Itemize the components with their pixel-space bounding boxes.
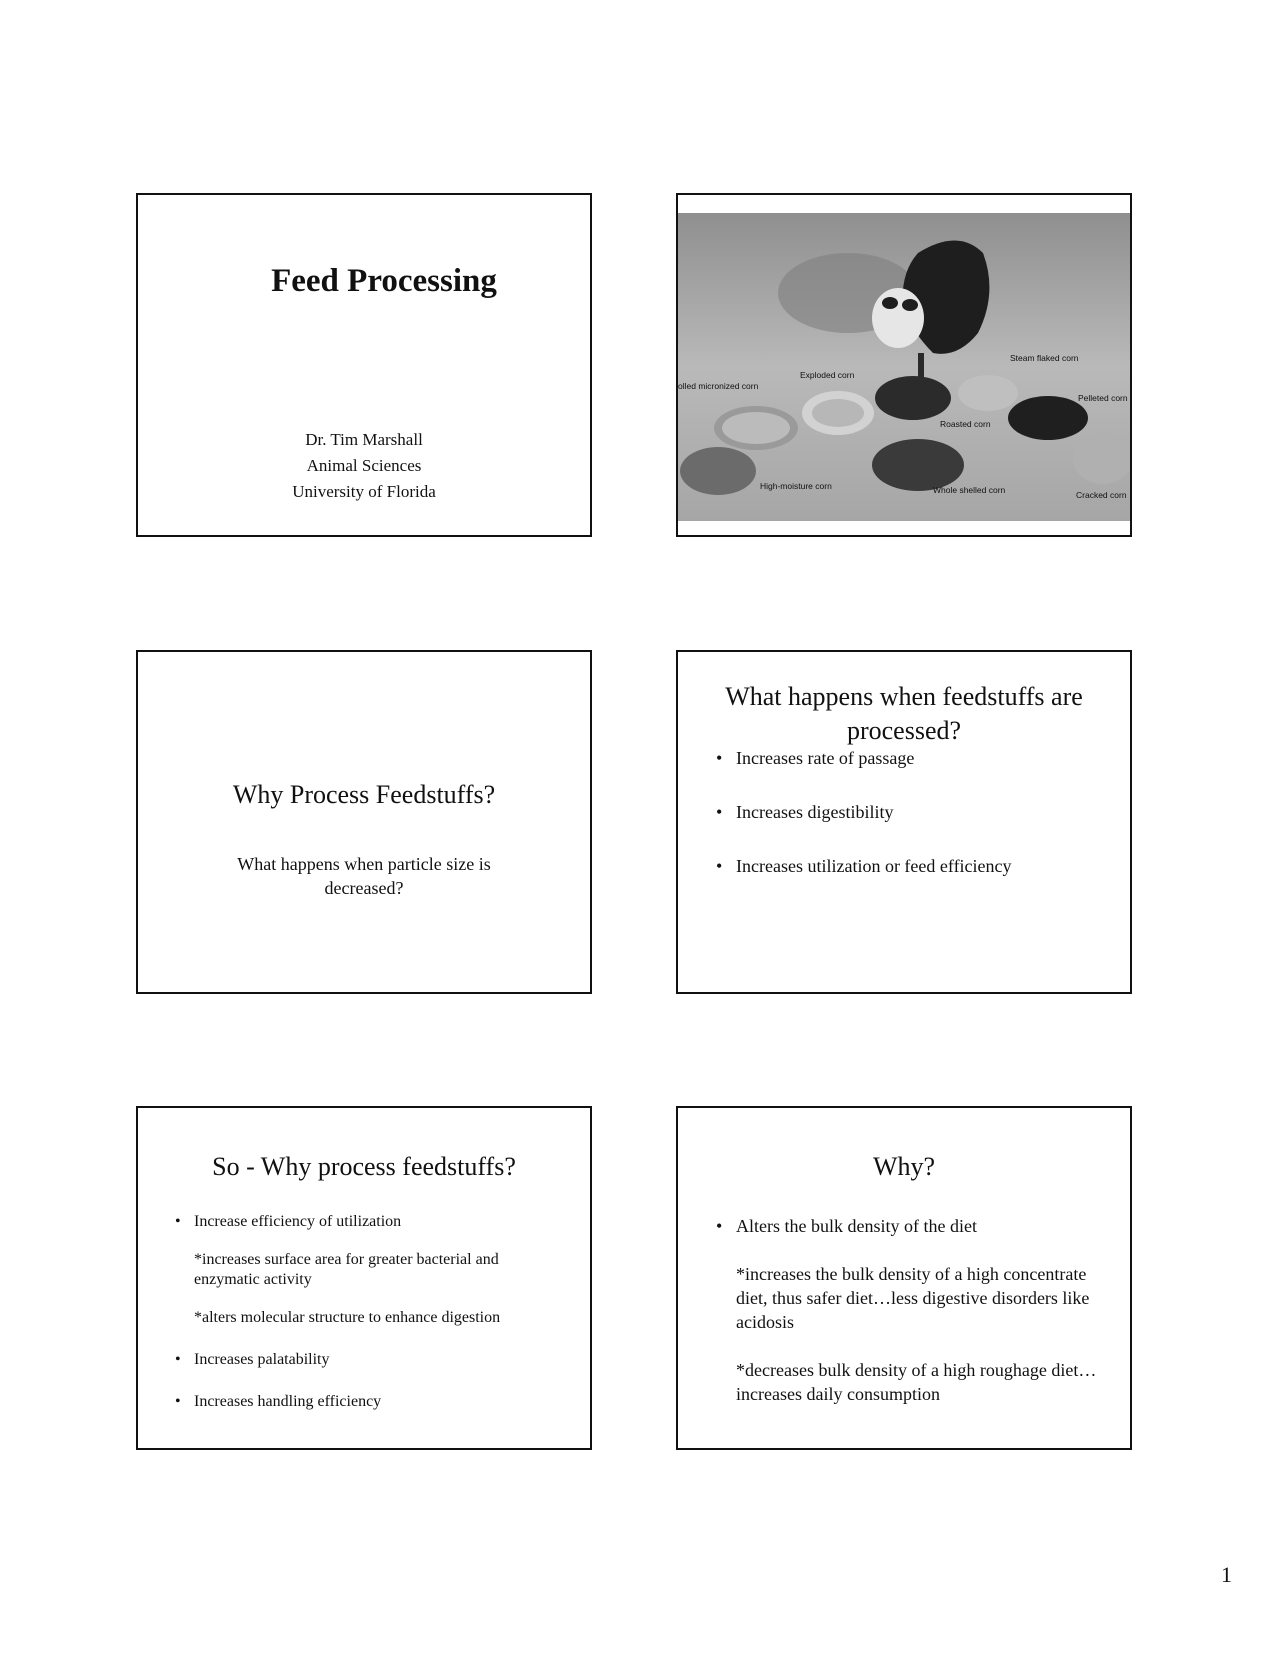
slide-heading: Why? [872, 1152, 936, 1181]
slide-subtitle: What happens when particle size is decreased? [237, 854, 491, 898]
label-cracked: Cracked corn [1076, 490, 1127, 500]
list-item: • Increases digestibility [714, 802, 1110, 856]
bullet-list [714, 748, 1110, 910]
list-item: • Increases palatability [174, 1350, 560, 1370]
author-department: Animal Sciences [306, 456, 422, 475]
slide-body [714, 1214, 1100, 1406]
label-high-moisture: High-moisture corn [760, 481, 832, 491]
sub-note: *alters molecular structure to enhance digestion [194, 1309, 501, 1326]
author-block [138, 427, 590, 505]
author-institution: University of Florida [292, 482, 436, 501]
page-number: 1 [1221, 1562, 1232, 1587]
list-item: • Increases rate of passage [714, 748, 1110, 802]
label-pelleted: Pelleted corn [1078, 393, 1128, 403]
presentation-title: Feed Processing [271, 263, 497, 299]
slide-heading: So - Why process feedstuffs? [212, 1152, 516, 1181]
sub-note: *decreases bulk density of a high roughage diet…increases daily consumption [736, 1360, 1097, 1404]
label-exploded: Exploded corn [800, 370, 855, 380]
slide-why-process [136, 650, 592, 994]
slide-heading: What happens when feedstuffs are processed? [725, 682, 1083, 745]
list-item: • Alters the bulk density of the diet [714, 1214, 1100, 1238]
label-whole-shelled: Whole shelled corn [933, 485, 1006, 495]
author-name: Dr. Tim Marshall [305, 430, 423, 449]
list-item: • Increases handling efficiency [174, 1392, 560, 1412]
slide-heading: Why Process Feedstuffs? [232, 780, 496, 809]
slide-why [676, 1106, 1132, 1450]
sub-note: *increases surface area for greater bacterial and enzymatic activity [194, 1251, 499, 1288]
slide-what-happens [676, 650, 1132, 994]
label-roasted: Roasted corn [940, 419, 991, 429]
sub-note: *increases the bulk density of a high concentrate diet, thus safer diet…less digestive disorders like acidosis [736, 1264, 1090, 1332]
list-item: • Increase efficiency of utilization [174, 1212, 560, 1232]
slide-body [174, 1212, 560, 1412]
slide-title [136, 193, 592, 537]
cow-and-corn-photo [678, 213, 1130, 521]
label-steam-flaked: Steam flaked corn [1010, 353, 1079, 363]
slide-photo [676, 193, 1132, 537]
label-micronized: olled micronized corn [678, 381, 759, 391]
list-item: • Increases utilization or feed efficiency [714, 856, 1110, 910]
slide-so-why [136, 1106, 592, 1450]
